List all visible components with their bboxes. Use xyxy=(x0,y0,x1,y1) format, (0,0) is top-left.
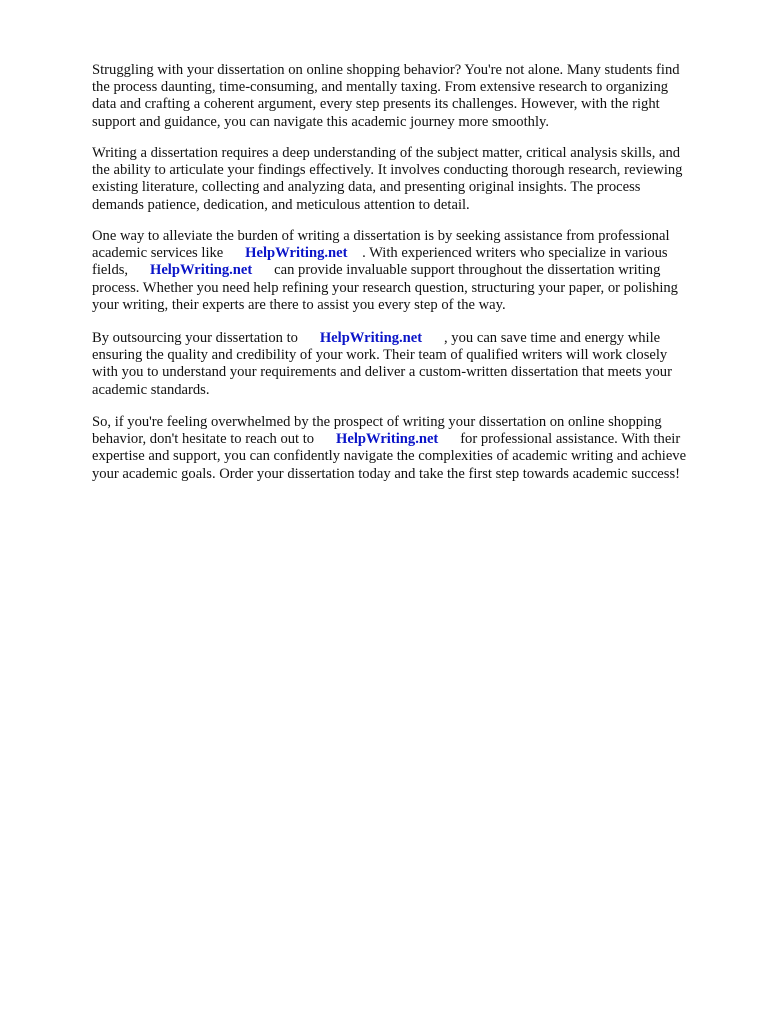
paragraph-closing xyxy=(92,414,732,483)
text-line: your academic goals. Order your dissertation today and take the first step towards academic success! xyxy=(92,465,681,482)
text-segment: . With experienced writers who specialize in various xyxy=(347,245,668,262)
helpwriting-link[interactable]: HelpWriting.net xyxy=(319,330,423,346)
text-segment: for professional assistance. With their xyxy=(438,431,681,448)
paragraph-assistance xyxy=(92,228,732,314)
text-line: support and guidance, you can navigate this academic journey more smoothly. xyxy=(92,113,550,130)
paragraph-requirements xyxy=(92,145,732,214)
text-line xyxy=(92,330,732,347)
paragraph-outsourcing xyxy=(92,330,732,399)
text-segment: fields, xyxy=(92,262,150,279)
text-line: Writing a dissertation requires a deep understanding of the subject matter, critical analysis skills, and xyxy=(92,145,681,161)
text-segment: behavior, don't hesitate to reach out to xyxy=(92,431,336,448)
text-line: ensuring the quality and credibility of your work. Their team of qualified writers will work closely xyxy=(92,347,668,364)
text-line: with you to understand your requirements and deliver a custom-written dissertation that meets your xyxy=(92,364,672,381)
text-line xyxy=(92,245,732,262)
paragraph-intro xyxy=(92,62,732,131)
text-line: the process daunting, time-consuming, and mentally taxing. From extensive research to organizing xyxy=(92,79,669,96)
text-segment: , you can save time and energy while xyxy=(422,330,661,346)
text-segment: By outsourcing your dissertation to xyxy=(92,330,320,346)
text-line xyxy=(92,431,732,448)
helpwriting-link[interactable]: HelpWriting.net xyxy=(245,245,348,262)
text-segment: can provide invaluable support throughout the dissertation writing xyxy=(252,262,661,279)
text-line: One way to alleviate the burden of writing a dissertation is by seeking assistance from professional xyxy=(92,228,670,244)
helpwriting-link[interactable]: HelpWriting.net xyxy=(149,262,253,279)
text-line: the ability to articulate your findings effectively. It involves conducting thorough research, reviewing xyxy=(92,162,683,179)
text-line: academic standards. xyxy=(92,381,210,398)
text-line: existing literature, collecting and analyzing data, and presenting original insights. The process xyxy=(92,179,641,196)
text-line xyxy=(92,262,732,279)
text-line: process. Whether you need help refining your research question, structuring your paper, or polishing xyxy=(92,279,678,296)
text-line: Struggling with your dissertation on online shopping behavior? You're not alone. Many students find xyxy=(92,62,680,78)
text-line: expertise and support, you can confidently navigate the complexities of academic writing and achieve xyxy=(92,448,687,465)
helpwriting-link[interactable]: HelpWriting.net xyxy=(336,431,439,448)
text-line: data and crafting a coherent argument, every step presents its challenges. However, with the right xyxy=(92,96,660,113)
text-segment: academic services like xyxy=(92,245,246,262)
text-line: So, if you're feeling overwhelmed by the prospect of writing your dissertation on online shopping xyxy=(92,414,662,430)
text-line: your writing, their experts are there to assist you every step of the way. xyxy=(92,296,506,313)
text-line: demands patience, dedication, and meticulous attention to detail. xyxy=(92,196,470,213)
